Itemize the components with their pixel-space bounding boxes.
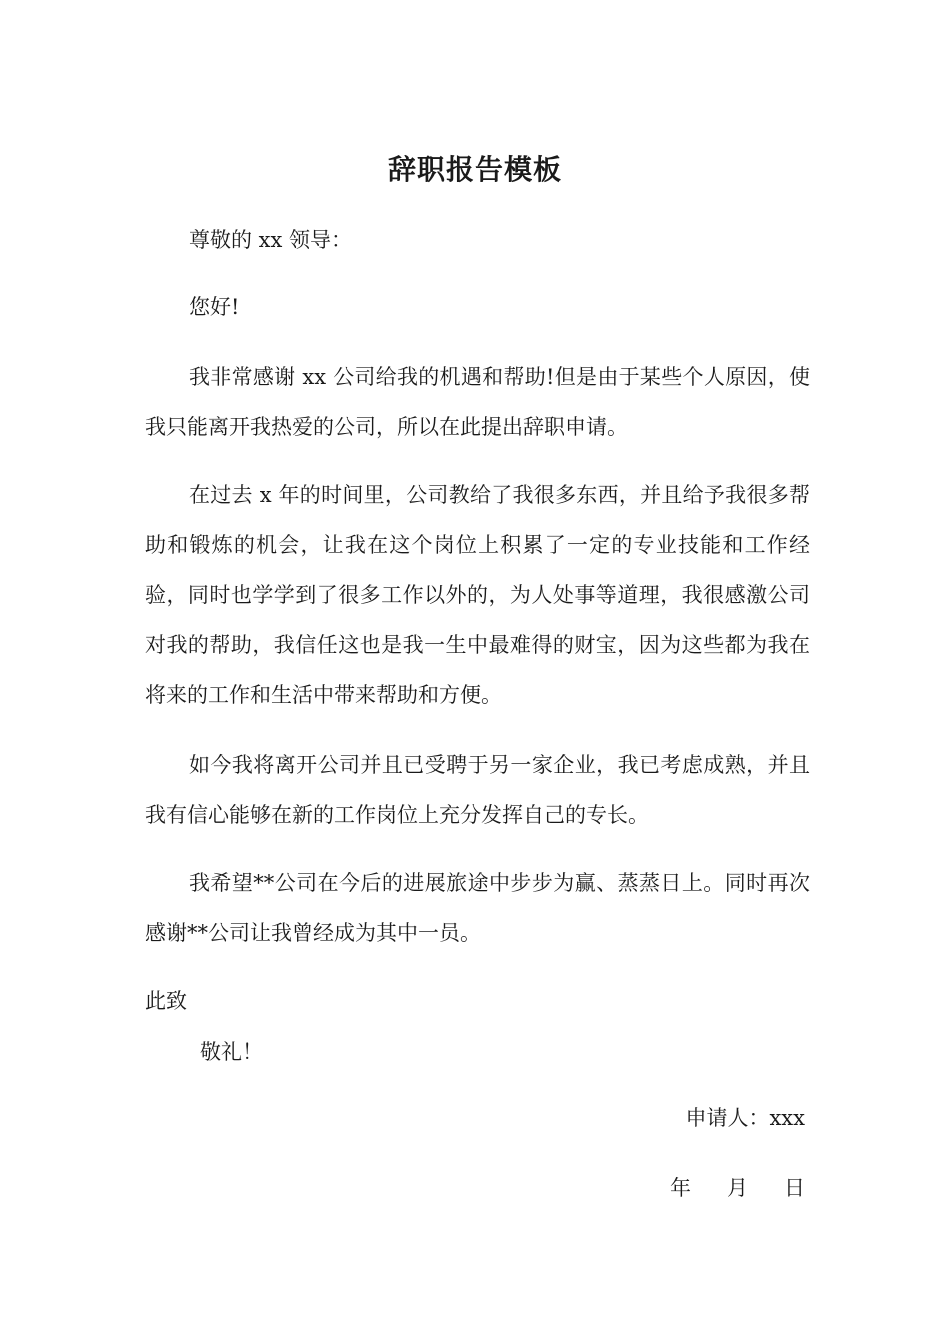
closing-text: 此致	[145, 989, 187, 1013]
applicant-signature: 申请人：xxx	[685, 1106, 805, 1130]
paragraph-1: 我非常感谢 xx 公司给我的机遇和帮助!但是由于某些个人原因，使我只能离开我热爱的公司，所以在此提出辞职申请。	[145, 365, 810, 439]
date-month: 月	[727, 1176, 748, 1200]
date-year: 年	[670, 1176, 691, 1200]
paragraph-4: 我希望**公司在今后的进展旅途中步步为赢、蒸蒸日上。同时再次感谢**公司让我曾经成为其中一员。	[145, 871, 810, 945]
date-day: 日	[784, 1176, 805, 1200]
salutation: 尊敬的 xx 领导：	[189, 228, 353, 252]
date-line	[670, 1168, 805, 1208]
greeting: 您好!	[189, 295, 240, 319]
respect-text: 敬礼！	[200, 1040, 263, 1064]
document-title: 辞职报告模板	[387, 153, 562, 186]
paragraph-2: 在过去 x 年的时间里，公司教给了我很多东西，并且给予我很多帮助和锻炼的机会，让我在这个岗位上积累了一定的专业技能和工作经验，同时也学学到了很多工作以外的，为人处事等道理，我很感激公司对我的帮助，我信任这也是我一生中最难得的财宝，因为这些都为我在将来的工作和生活中带来帮助和方便。	[145, 483, 810, 707]
paragraph-3: 如今我将离开公司并且已受聘于另一家企业，我已考虑成熟，并且我有信心能够在新的工作岗位上充分发挥自己的专长。	[145, 753, 810, 827]
